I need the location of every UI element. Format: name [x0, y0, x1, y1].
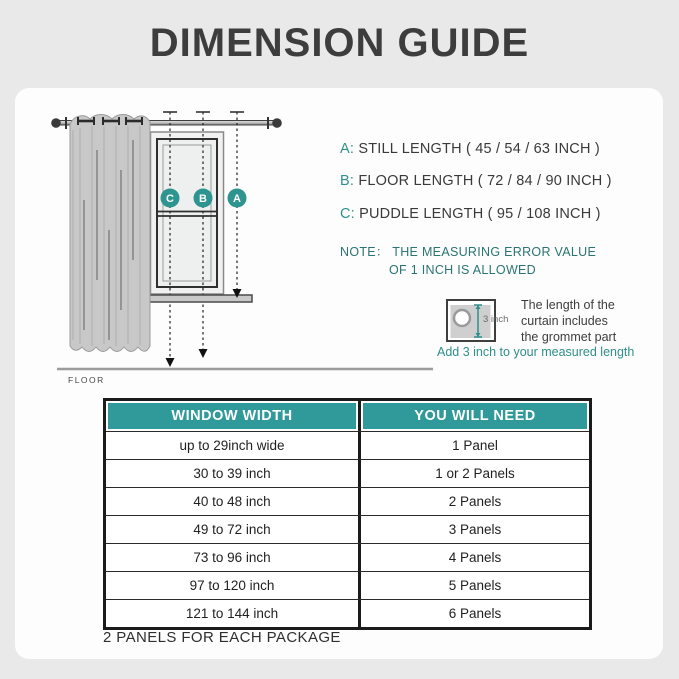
- note-line-2: OF 1 INCH IS ALLOWED: [389, 263, 537, 277]
- legend-text-a: STILL LENGTH ( 45 / 54 / 63 INCH ): [358, 141, 600, 157]
- cell-window-width: 40 to 48 inch: [193, 494, 271, 509]
- cell-panels-needed: 6 Panels: [448, 606, 502, 621]
- window: [151, 132, 224, 294]
- legend-letter-c: C:: [340, 206, 355, 222]
- add-3-inch-tip: Add 3 inch to your measured length: [437, 345, 635, 359]
- grommet-icon: [447, 300, 508, 341]
- legend-item-b: [340, 173, 612, 189]
- marker-c: C: [166, 193, 174, 205]
- grommet-measure-label: 3 inch: [483, 314, 509, 325]
- table-row: [106, 515, 589, 543]
- marker-a: A: [233, 193, 241, 205]
- cell-panels-needed: 1 Panel: [452, 438, 498, 453]
- legend-letter-a: A:: [340, 141, 355, 157]
- curtain-panel: [70, 115, 150, 352]
- legend-letter-b: B:: [340, 173, 355, 189]
- cell-panels-needed: 2 Panels: [448, 494, 502, 509]
- cell-panels-needed: 1 or 2 Panels: [435, 466, 515, 481]
- cell-panels-needed: 5 Panels: [448, 578, 502, 593]
- cell-window-width: 73 to 96 inch: [193, 550, 271, 565]
- legend-item-c: [340, 206, 601, 222]
- table-row: [106, 599, 589, 627]
- cell-window-width: 97 to 120 inch: [189, 578, 275, 593]
- marker-b: B: [199, 193, 207, 205]
- cell-window-width: 121 to 144 inch: [185, 606, 279, 621]
- table-row: [106, 459, 589, 487]
- table-header-you-will-need: YOU WILL NEED: [361, 401, 589, 431]
- panel-size-table: [103, 398, 592, 630]
- package-note: 2 PANELS FOR EACH PACKAGE: [103, 629, 341, 646]
- table-row: [106, 571, 589, 599]
- cell-panels-needed: 3 Panels: [448, 522, 502, 537]
- grommet-info-line-3: the grommet part: [521, 330, 617, 344]
- marker-badges: [161, 189, 247, 208]
- grommet-info-line-2: curtain includes: [521, 314, 608, 328]
- floor-label: FLOOR: [68, 375, 105, 385]
- table-header-row: [106, 401, 589, 431]
- cell-window-width: up to 29inch wide: [179, 438, 285, 453]
- grommet-info-line-1: The length of the: [521, 298, 615, 312]
- floor: [57, 369, 433, 385]
- table-row: [106, 431, 589, 459]
- note-line-1: [340, 242, 596, 260]
- table-header-window-width: WINDOW WIDTH: [106, 401, 358, 431]
- cell-window-width: 30 to 39 inch: [193, 466, 271, 481]
- grommet-info-text: [521, 297, 616, 345]
- legend-text-c: PUDDLE LENGTH ( 95 / 108 INCH ): [359, 206, 601, 222]
- table-row: [106, 543, 589, 571]
- page-title: DIMENSION GUIDE: [149, 21, 530, 65]
- legend-text-b: FLOOR LENGTH ( 72 / 84 / 90 INCH ): [358, 173, 612, 189]
- cell-window-width: 49 to 72 inch: [193, 522, 271, 537]
- note-text-1: THE MEASURING ERROR VALUE: [392, 245, 597, 259]
- note-label: NOTE：: [340, 245, 389, 259]
- legend-item-a: [340, 141, 600, 157]
- table-row: [106, 487, 589, 515]
- cell-panels-needed: 4 Panels: [448, 550, 502, 565]
